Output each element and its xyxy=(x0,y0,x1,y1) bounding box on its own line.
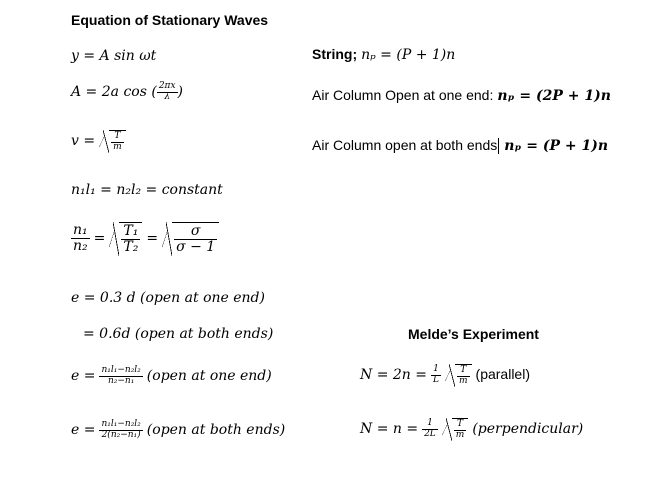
end-correction-both-ends: = 0.6d (open at both ends) xyxy=(83,326,274,342)
text-cursor xyxy=(498,138,499,154)
equation-end-correction-one-end: e = $\frac{\text{n₁l₁−n₂l₂}}{\text{n₂−n₁}}$ (open at one end) xyxy=(71,365,272,386)
air-column-both-ends: Air Column open at both ends nₚ = (P + 1)n xyxy=(312,137,609,154)
air-column-one-end: Air Column Open at one end: nₚ = (2P + 1)n xyxy=(312,87,611,104)
equation-ratio: $\frac{\text{n₁}}{\text{n₂}}$ = $\frac{\text{T₁}}{\text{T₂}}$ = $\frac{\sigma}{\sigma - 1}$ xyxy=(71,222,219,256)
page-title: Equation of Stationary Waves xyxy=(71,12,269,28)
melde-parallel: N = 2n = $\frac{1}{L}$ $\frac{T}{m}$ (parallel) xyxy=(360,364,530,386)
equation-constant: n₁l₁ = n₂l₂ = constant xyxy=(71,182,223,198)
melde-experiment-heading: Melde’s Experiment xyxy=(408,326,539,342)
melde-perpendicular: N = n = $\frac{1}{2L}$ $\frac{T}{m}$ (perpendicular) xyxy=(360,418,584,440)
equation-wave-velocity: v = $\frac{T}{m}$ xyxy=(71,130,126,153)
equation-end-correction-both-ends: e = $\frac{\text{n₁l₁−n₂l₂}}{\text{2(n₂−n₁)}}$ (open at both ends) xyxy=(71,419,286,440)
equation-amplitude: A = 2a cos ( $\frac{2\pi x}{\lambda}$ ) xyxy=(71,81,183,102)
end-correction-one-end: e = 0.3 d (open at one end) xyxy=(71,290,265,306)
string-harmonic: String; nₚ = (P + 1)n xyxy=(312,46,456,63)
equation-displacement: y = A sin ωt xyxy=(71,48,157,64)
